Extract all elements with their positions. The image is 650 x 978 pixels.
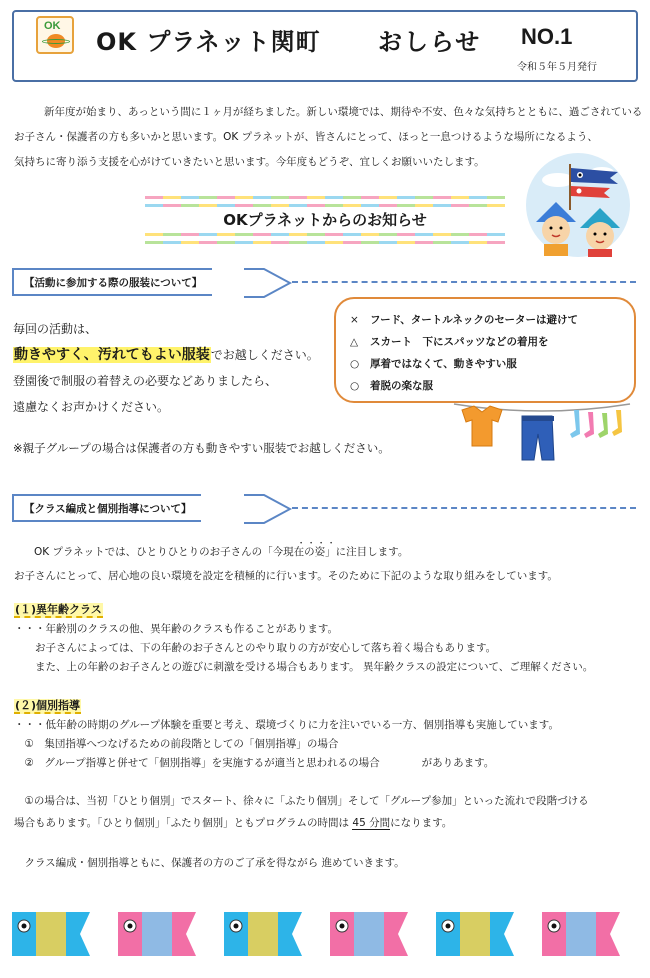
heading-dashed-line [292, 281, 636, 283]
individual-line: ② グループ指導と併せて「個別指導」を実施するが適当と思われるの場合 がありあます。 [14, 757, 495, 769]
program-duration: 45 分間 [352, 817, 391, 829]
class-intro-line: OK プラネットでは、ひとりひとりのお子さんの「・・・・ 今現在の姿」に注目します。 [14, 540, 558, 564]
circle-mark-icon: ○ [350, 380, 360, 392]
intro-line: 気持ちに寄り添う支援を心がけていきたいと思います。今年度もどうぞ、宜しくお願いいたします。 [14, 156, 485, 168]
heading-arrow-icon [244, 494, 292, 524]
subheading-mixed-age: (１)異年齢クラス [15, 603, 102, 616]
emphasis-text: ・・・・ 今現在の姿 [273, 546, 326, 558]
class-intro-line: お子さんにとって、居心地の良い環境を設定を積極的に行います。そのために下記のような取り組みをしています。 [14, 570, 558, 582]
banner-stripe [145, 233, 505, 236]
mixed-age-body [14, 620, 593, 677]
clothing-instructions [13, 316, 319, 420]
clothing-guideline-item: △ スカート 下にスパッツなどの着用を [350, 331, 578, 353]
individual-line: ・・・低年齢の時期のグループ体験を重要と考え、環境づくりに力を注いでいる一方、個別指導も実施しています。 [14, 719, 559, 731]
banner-stripe [145, 196, 505, 199]
banner-stripe [145, 241, 505, 244]
clothing-guideline-item: × フード、タートルネックのセーターは避けて [350, 309, 578, 331]
issue-date: 令和５年５月発行 [517, 62, 597, 73]
mixed-age-line: また、上の年齢のお子さんとの遊びに刺激を受ける場合もあります。 異年齢クラスの設定について、ご理解ください。 [14, 661, 594, 673]
mixed-age-line: ・・・年齢別のクラスの他、異年齢のクラスも作ることがあります。 [14, 623, 339, 635]
koinobori-fish-icon [118, 912, 196, 956]
heading-dashed-line [292, 507, 636, 509]
koinobori-footer [0, 904, 650, 964]
intro-line: 新年度が始まり、あっという間に１ヶ月が経ちました。新しい環境では、期待や不安、色々な気持ちとともに、過ごされている [44, 106, 643, 118]
cross-mark-icon: × [350, 314, 359, 326]
issue-number: NO.1 [521, 24, 573, 49]
individual-flow-paragraph [14, 790, 589, 834]
koinobori-fish-icon [224, 912, 302, 956]
section-heading-clothing [12, 268, 636, 298]
banner-label: OKプラネットからのお知らせ [223, 211, 427, 229]
flow-line: 場合もあります。「ひとり個別」「ふたり個別」ともプログラムの時間は 45 分間になります。 [14, 817, 453, 829]
mixed-age-line: お子さんによっては、下の年齢のお子さんとのやり取りの方が安心して落ち着く場合もあります。 [14, 642, 497, 654]
laundry-illustration [452, 396, 632, 466]
notice-banner [145, 196, 505, 244]
closing-line: クラス編成・個別指導ともに、保護者の方のご了承を得ながら 進めていきます。 [14, 857, 405, 869]
newsletter-title: OK プラネット関町 [96, 28, 321, 56]
individual-body [14, 716, 559, 773]
circle-mark-icon: ○ [350, 358, 360, 370]
clothing-guideline-item: ○ 着脱の楽な服 [350, 375, 578, 397]
clothing-guideline-item: ○ 厚着ではなくて、動きやすい服 [350, 353, 578, 375]
individual-line: ① 集団指導へつなげるための前段階としての「個別指導」の場合 [14, 738, 339, 750]
clothing-line: 動きやすく、汚れてもよい服装でお越しください。 [14, 347, 319, 363]
clothing-line: 登園後で制服の着替えの必要などありましたら、 [13, 374, 278, 388]
intro-line: お子さん・保護者の方も多いかと思います。OK プラネットが、皆さんにとって、ほっと一息つけるような場所になるよう、 [14, 131, 598, 143]
logo-text: OK [44, 20, 61, 32]
clothing-line: 遠慮なくお声かけください。 [13, 400, 170, 414]
koinobori-fish-icon [330, 912, 408, 956]
section-heading-label: 【活動に参加する際の服装について】 [12, 268, 212, 296]
koinobori-fish-icon [12, 912, 90, 956]
banner-stripe [145, 204, 505, 207]
clothing-guidelines-box [334, 297, 636, 403]
triangle-mark-icon: △ [350, 336, 359, 348]
koinobori-fish-icon [542, 912, 620, 956]
planet-ring-icon [42, 39, 70, 44]
koinobori-children-illustration [518, 150, 638, 260]
parent-group-note: ※親子グループの場合は保護者の方も動きやすい服装でお越しください。 [13, 441, 390, 455]
heading-arrow-icon [244, 268, 292, 298]
clothing-highlight: 動きやすく、汚れてもよい服装 [14, 347, 210, 363]
section-heading-class [12, 494, 636, 524]
class-intro [14, 540, 558, 588]
koinobori-fish-icon [436, 912, 514, 956]
ok-planet-logo [36, 16, 74, 54]
flow-line: ①の場合は、当初「ひとり個別」でスタート、徐々に「ふたり個別」そして「グループ参加」といった流れで段階づける [14, 795, 589, 807]
newsletter-notice-label: おしらせ [378, 28, 482, 56]
section-heading-label: 【クラス編成と個別指導について】 [12, 494, 201, 522]
clothing-line: 毎回の活動は、 [13, 322, 98, 336]
subheading-individual: (２)個別指導 [15, 699, 81, 712]
